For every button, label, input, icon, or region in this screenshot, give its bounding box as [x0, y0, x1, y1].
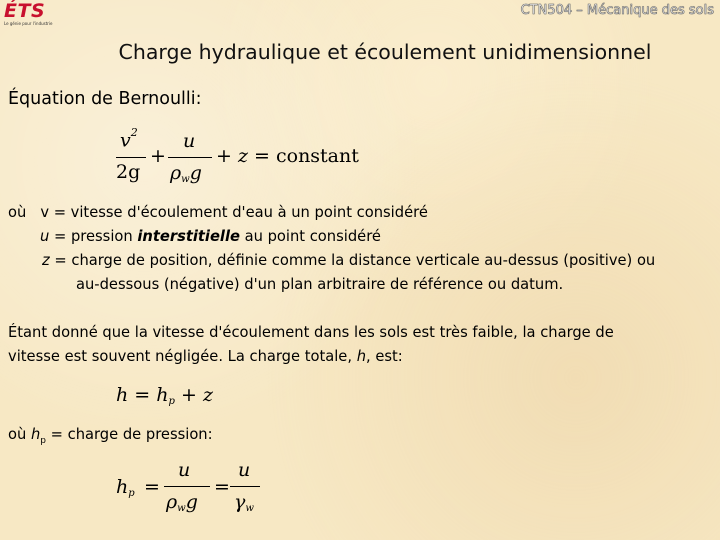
symbol-v: v [40, 204, 50, 221]
symbol-u: u [183, 130, 196, 152]
equals-sign: = [134, 384, 151, 406]
equals-sign-2: = [214, 476, 230, 498]
definition-u-text-b: interstitielle [137, 228, 240, 245]
fraction-v2-2g [116, 125, 146, 189]
symbol-h: h [116, 476, 129, 498]
symbol-u: u [178, 459, 191, 481]
definition-v-text: = vitesse d'écoulement d'eau à un point considéré [53, 204, 428, 221]
symbol-h: h [30, 426, 41, 443]
bernoulli-heading: Équation de Bernoulli: [8, 89, 202, 109]
hp-definition [8, 424, 213, 452]
subscript-p: p [168, 396, 175, 407]
denominator-2g: 2g [116, 161, 141, 183]
slide-title: Charge hydraulique et écoulement unidimensionnel [118, 40, 652, 64]
symbol-rho: ρ [170, 162, 182, 184]
symbol-h2: h [156, 384, 169, 406]
subscript-w: w [181, 174, 190, 185]
fraction-bar [230, 486, 260, 487]
symbol-h: h [356, 348, 366, 365]
symbol-z: z [202, 384, 213, 406]
subscript-w: w [245, 503, 254, 514]
hp-definition-text: = charge de pression: [46, 426, 213, 443]
fraction-u-gamma [230, 459, 260, 519]
paragraph-line1: Étant donné que la vitesse d'écoulement dans les sols est très faible, la charge de [8, 324, 614, 341]
symbol-g: g [189, 162, 202, 184]
plus-sign: + [180, 384, 197, 406]
ou-word: où [8, 426, 27, 443]
paragraph-line2 [8, 346, 403, 368]
logo-subtext: Le génie pour l'industrie [4, 21, 53, 26]
definition-u-text-c: au point considéré [244, 228, 381, 245]
paragraph-line2a: vitesse est souvent négligée. La charge totale, [8, 348, 353, 365]
constant-word: constant [275, 145, 359, 167]
symbol-h: h [116, 384, 129, 406]
subscript-p: p [40, 435, 46, 446]
definition-z-line2: au-dessous (négative) d'un plan arbitraire de référence ou datum. [76, 276, 564, 293]
symbol-u: u [40, 228, 50, 245]
plus-sign: + [150, 145, 166, 167]
logo-text: ÉTS [4, 0, 46, 22]
fraction-u-rho-g [166, 130, 212, 190]
symbol-u: u [238, 459, 251, 481]
definition-z [42, 250, 655, 272]
paragraph-line2b: , est: [366, 348, 403, 365]
course-title: CTN504 – Mécanique des sols [520, 3, 714, 18]
definition-u [40, 226, 381, 248]
ou-word: où [8, 204, 27, 221]
symbol-z: z [42, 252, 50, 269]
definition-z-text: = charge de position, définie comme la distance verticale au-dessus (positive) ou [54, 252, 656, 269]
ets-logo [4, 2, 74, 28]
plus-z-equals: + z = [216, 145, 270, 167]
fraction-bar [116, 157, 146, 158]
fraction-u-rho-g [162, 459, 210, 519]
symbol-rho: ρ [166, 491, 178, 513]
total-head-equation [116, 384, 213, 407]
symbol-v: v [120, 129, 131, 152]
subscript-p: p [128, 488, 135, 499]
definition-u-text-a: = pression [53, 228, 133, 245]
symbol-gamma: γ [234, 491, 246, 513]
fraction-bar [168, 157, 212, 158]
exponent-2: 2 [130, 126, 138, 139]
fraction-bar [164, 486, 210, 487]
definition-v [8, 202, 428, 224]
symbol-g: g [185, 491, 198, 513]
subscript-w: w [177, 503, 186, 514]
equals-sign: = [144, 476, 160, 498]
